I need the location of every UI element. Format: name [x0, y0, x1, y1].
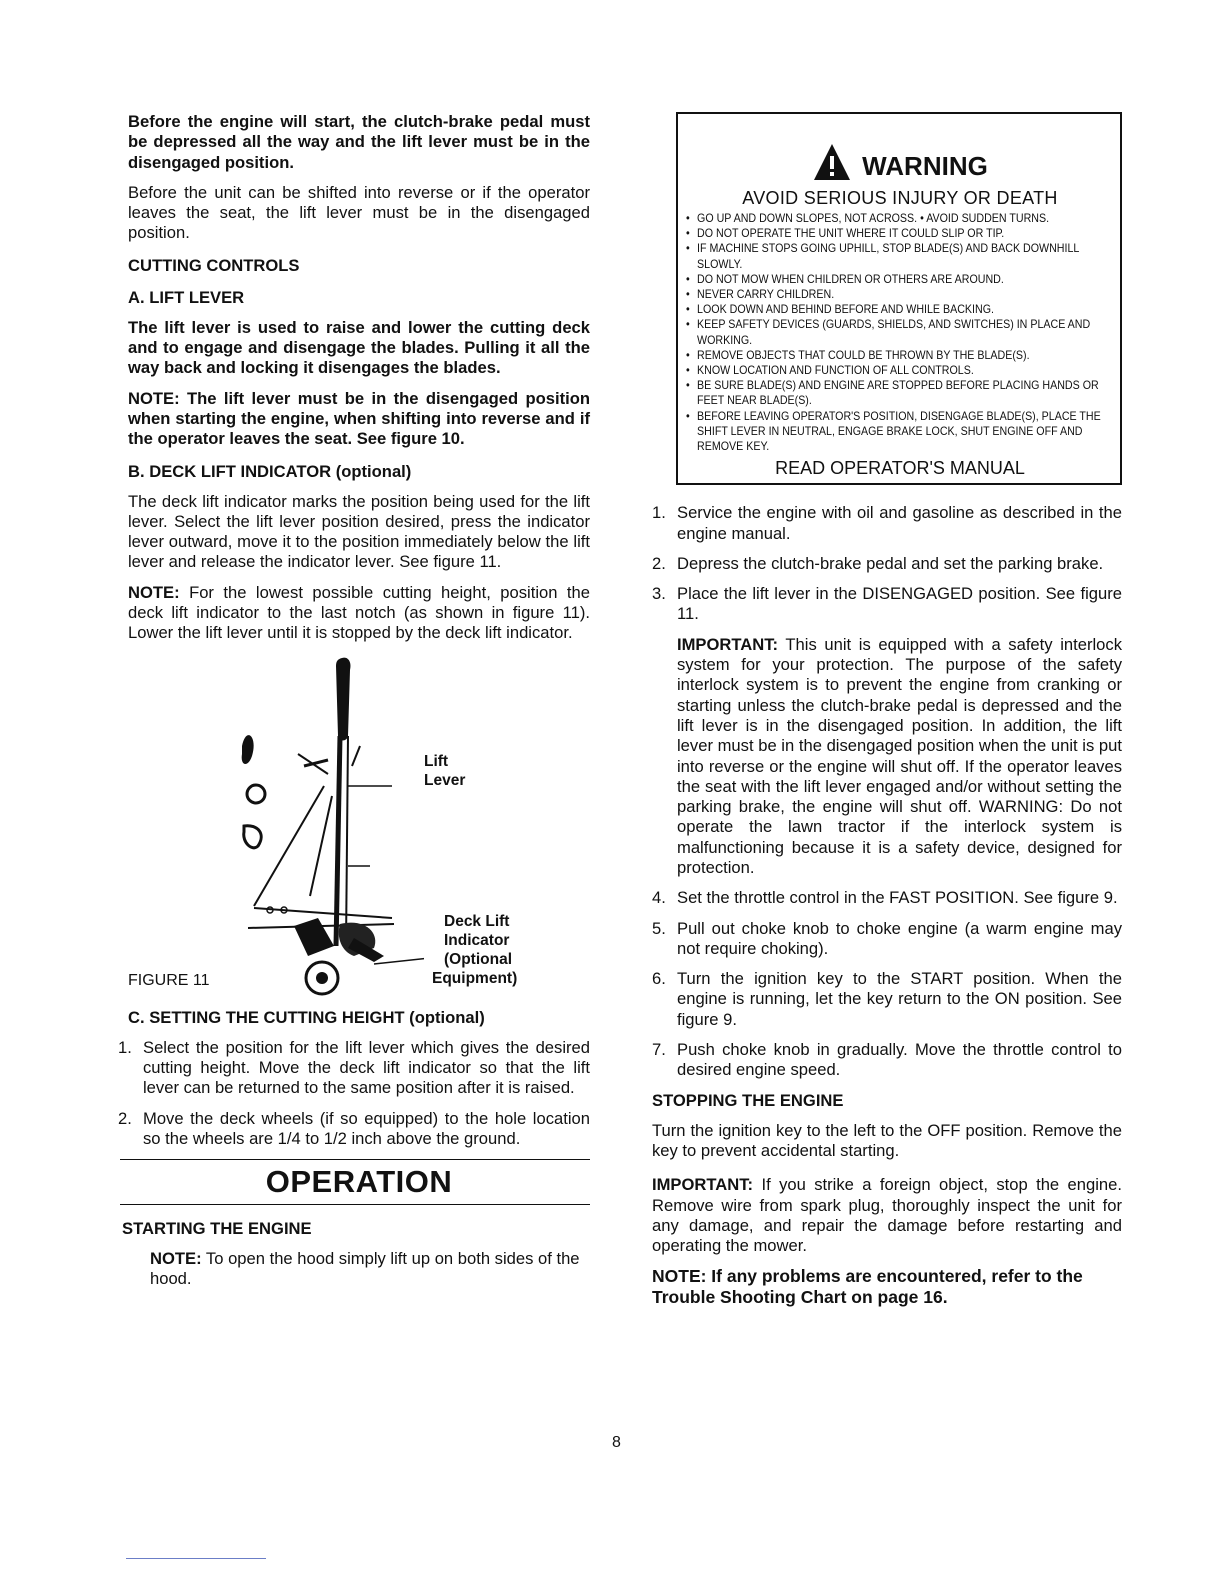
heading-setting-main: C. SETTING THE CUTTING HEIGHT	[128, 1007, 410, 1027]
warning-items	[686, 211, 1114, 454]
label-deck-line3: (Optional	[444, 950, 513, 968]
step-number: 3.	[652, 584, 666, 604]
list-item	[652, 554, 1122, 574]
paragraph-lift-lever: The lift lever is used to raise and lower the cutting deck and to engage and disengage the blades. Pulling it all the way back and locking it disengages the blades.	[128, 317, 590, 378]
important-label: IMPORTANT:	[677, 634, 779, 654]
step-text: Turn the ignition key to the START position. When the engine is running, let the key return to the ON position. See figure 9.	[677, 969, 1122, 1029]
list-item	[652, 888, 1122, 908]
label-deck-line4: Equipment)	[432, 969, 518, 987]
warning-item: • KNOW LOCATION AND FUNCTION OF ALL CONTROLS.	[686, 363, 1122, 378]
left-column	[118, 112, 591, 1300]
note-label: NOTE:	[150, 1249, 202, 1269]
step-text: Select the position for the lift lever which gives the desired cutting height. Move the deck lift indicator so that the lift lever can be returned to the same position after it is raised.	[143, 1037, 590, 1098]
note-hood	[150, 1249, 590, 1290]
right-column	[652, 112, 1122, 1318]
setting-steps-list	[118, 1037, 590, 1149]
important-text: If you strike a foreign object, stop the engine. Remove wire from spark plug, thoroughly inspect the unit for any damage, and repair the damage before restarting and operating the mower.	[652, 1175, 1122, 1256]
list-item	[652, 503, 1122, 544]
heading-deck-lift-indicator	[128, 462, 590, 482]
heading-setting-cutting-height	[128, 1008, 590, 1028]
note-trouble-shooting: NOTE: If any problems are encountered, refer to the Trouble Shooting Chart on page 16.	[652, 1266, 1083, 1308]
heading-deck-main: B. DECK LIFT INDICATOR	[128, 461, 336, 481]
note-text-a: The lift lever	[179, 388, 298, 408]
note-text-b: be in the disengaged position when starting the engine, when shifting into reverse and if the operator leaves the seat. See figure 10.	[128, 388, 591, 449]
step-number: 2.	[652, 553, 666, 573]
heading-lift-lever: A. LIFT LEVER	[128, 287, 245, 307]
starting-steps-list-a	[652, 503, 1122, 624]
step-number: 5.	[652, 918, 666, 938]
label-lift-line1: Lift	[424, 752, 449, 770]
paragraph-deck-lift-indicator: The deck lift indicator marks the position being used for the lift lever. Select the lift lever position desired, press the indicator lever outward, move it to the position immediately below the lift lever and release the indicator lever. See figure 11.	[128, 491, 590, 572]
note-must: must	[297, 388, 338, 408]
operation-rule-top	[120, 1159, 590, 1160]
list-item	[118, 1109, 590, 1150]
footer-line	[126, 1558, 266, 1559]
starting-steps-list-b	[652, 888, 1122, 1080]
list-item	[118, 1038, 590, 1099]
important-foreign-object	[652, 1175, 1122, 1256]
step-text: Push choke knob in gradually. Move the throttle control to desired engine speed.	[677, 1040, 1122, 1080]
warning-item: • DO NOT OPERATE THE UNIT WHERE IT COULD SLIP OR TIP.	[686, 226, 1122, 241]
paragraph-stopping: Turn the ignition key to the left to the OFF position. Remove the key to prevent accidental starting.	[652, 1120, 1122, 1160]
list-item	[652, 919, 1122, 960]
operation-rule-bottom	[120, 1204, 590, 1205]
heading-deck-optional: (optional)	[335, 461, 412, 481]
heading-stopping-engine: STOPPING THE ENGINE	[652, 1090, 844, 1110]
heading-setting-optional: (optional)	[409, 1007, 485, 1027]
note-label: NOTE:	[128, 582, 180, 602]
list-item	[652, 1040, 1122, 1081]
page-number: 8	[612, 1434, 621, 1451]
label-deck-line2: Indicator	[444, 931, 510, 949]
step-text: Move the deck wheels (if so equipped) to the hole location so the wheels are 1/4 to 1/2 inch above the ground.	[143, 1108, 590, 1148]
label-deck-line1: Deck Lift	[444, 912, 510, 930]
step-text: Pull out choke knob to choke engine (a warm engine may not require choking).	[677, 918, 1122, 958]
step-number: 1.	[118, 1037, 132, 1057]
label-lift-lever	[424, 752, 465, 790]
note-label: NOTE:	[128, 388, 180, 408]
operation-title: OPERATION	[265, 1164, 453, 1200]
warning-subtitle: AVOID SERIOUS INJURY OR DEATH	[742, 188, 1058, 208]
important-text: This unit is equipped with a safety interlock system for your protection. The purpose of the safety interlock system is to prevent the engine from cranking or starting unless the clutch-brake pedal is depressed and the lift lever is in the disengaged position. In addition, the lift lever must be in the disengaged position when the unit is put into reverse or the engine will shut off. If the operator leaves the seat with the lift lever engaged and/or without setting the parking brake, the engine will shut off. WARNING: Do not operate the lawn tractor if the interlock system is malfunctioning because it is a safety device, designed for protection.	[677, 634, 1122, 877]
heading-starting-engine: STARTING THE ENGINE	[122, 1219, 312, 1239]
note-text: For the lowest possible cutting height, position the deck lift indicator to the last notch (as shown in figure 11). Lower the lift lever until it is stopped by the deck lift indicator.	[128, 582, 590, 643]
warning-item: • KEEP SAFETY DEVICES (GUARDS, SHIELDS, AND SWITCHES) IN PLACE AND WORKING.	[686, 317, 1122, 347]
list-item	[652, 584, 1122, 625]
warning-box	[676, 112, 1122, 485]
important-label: IMPORTANT:	[652, 1175, 754, 1195]
step-text: Depress the clutch-brake pedal and set the parking brake.	[677, 553, 1104, 573]
step-number: 2.	[118, 1108, 132, 1128]
warning-item: • DO NOT MOW WHEN CHILDREN OR OTHERS ARE AROUND.	[686, 272, 1122, 287]
label-lift-line2: Lever	[424, 771, 466, 789]
warning-item: • LOOK DOWN AND BEHIND BEFORE AND WHILE BACKING.	[686, 302, 1122, 317]
warning-item: • IF MACHINE STOPS GOING UPHILL, STOP BLADE(S) AND BACK DOWNHILL SLOWLY.	[686, 241, 1122, 271]
note-lowest-height	[128, 583, 590, 644]
warning-item: • REMOVE OBJECTS THAT COULD BE THROWN BY THE BLADE(S).	[686, 348, 1122, 363]
important-interlock	[677, 635, 1122, 879]
warning-header	[686, 120, 1114, 182]
step-number: 7.	[652, 1040, 666, 1060]
paragraph-start-requirement: Before the engine will start, the clutch-brake pedal must be depressed all the way and the lift lever must be in the disengaged position.	[128, 112, 590, 172]
note-text: To open the hood simply lift up on both sides of the hood.	[150, 1249, 580, 1289]
paragraph-reverse-requirement: Before the unit can be shifted into reverse or if the operator leaves the seat, the lift lever must be in the disengaged position.	[128, 182, 590, 243]
heading-cutting-controls: CUTTING CONTROLS	[128, 255, 300, 275]
step-number: 1.	[652, 503, 666, 523]
step-number: 6.	[652, 969, 666, 989]
note-lift-lever	[128, 389, 590, 450]
warning-title: WARNING	[862, 151, 988, 181]
step-number: 4.	[652, 888, 666, 908]
label-deck-lift-indicator	[432, 912, 518, 988]
list-item	[652, 969, 1122, 1030]
warning-item: • NEVER CARRY CHILDREN.	[686, 287, 1122, 302]
step-text: Service the engine with oil and gasoline as described in the engine manual.	[677, 503, 1122, 543]
lift-lever-illustration	[224, 656, 424, 996]
warning-footer: READ OPERATOR'S MANUAL	[775, 458, 1025, 479]
step-text: Set the throttle control in the FAST POSITION. See figure 9.	[677, 888, 1118, 908]
step-text: Place the lift lever in the DISENGAGED position. See figure 11.	[677, 584, 1122, 624]
figure-caption: FIGURE 11	[128, 971, 210, 989]
warning-item: • GO UP AND DOWN SLOPES, NOT ACROSS. • AVOID SUDDEN TURNS.	[686, 211, 1122, 226]
figure-11	[128, 656, 590, 996]
warning-item: • BEFORE LEAVING OPERATOR'S POSITION, DISENGAGE BLADE(S), PLACE THE SHIFT LEVER IN NEUTRAL, ENGAGE BRAKE LOCK, SHUT ENGINE OFF AND REMOVE KEY.	[686, 409, 1122, 455]
warning-item: • BE SURE BLADE(S) AND ENGINE ARE STOPPED BEFORE PLACING HANDS OR FEET NEAR BLADE(S).	[686, 378, 1122, 408]
warning-triangle-icon	[812, 142, 852, 182]
